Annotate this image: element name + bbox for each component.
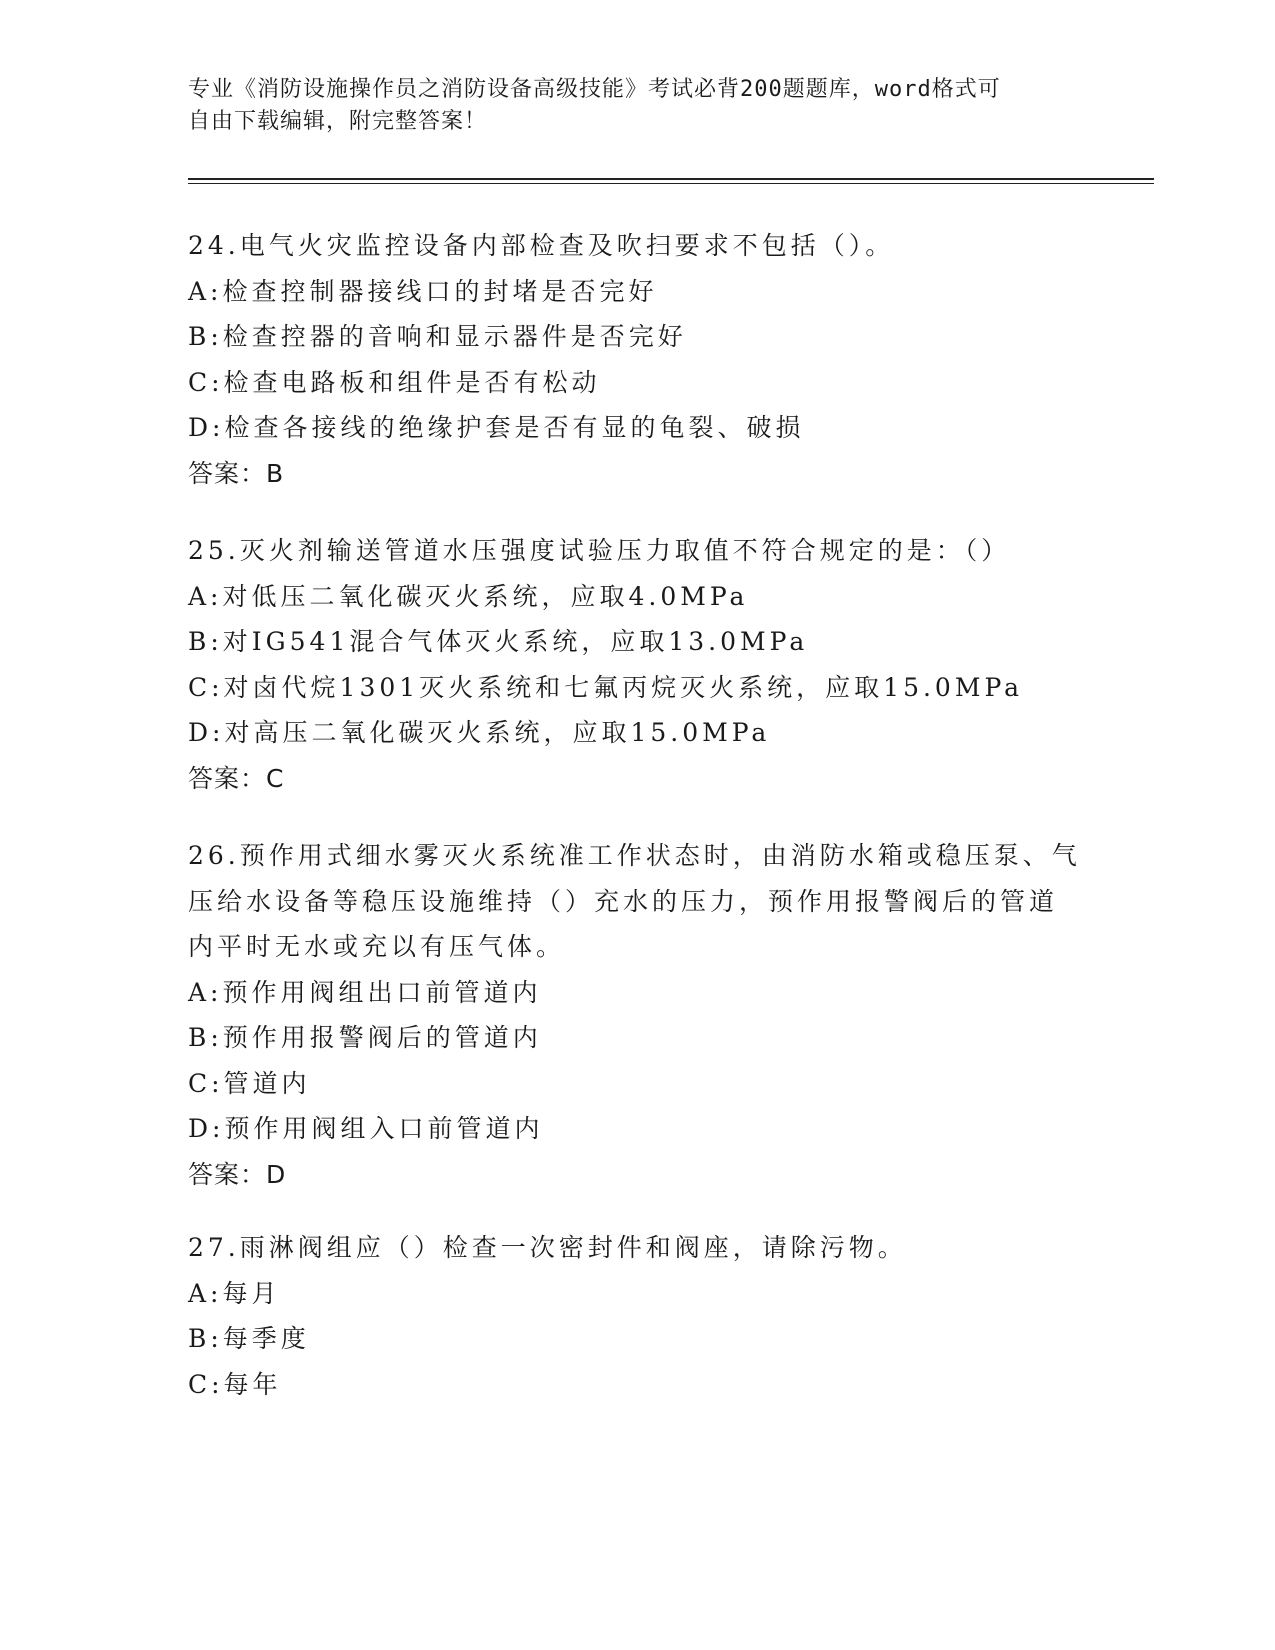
option-b: B:每季度: [188, 1324, 310, 1353]
question-stem: 27.雨淋阀组应（）检查一次密封件和阀座，请除污物。: [188, 1233, 907, 1262]
question-stem: 24.电气火灾监控设备内部检查及吹扫要求不包括（）。: [188, 231, 895, 260]
question-stem-line-1: 26.预作用式细水雾灭火系统准工作状态时，由消防水箱或稳压泵、气: [188, 841, 1081, 870]
answer: 答案：D: [188, 1159, 287, 1189]
answer: 答案：B: [188, 458, 285, 488]
question-stem-line-3: 内平时无水或充以有压气体。: [188, 932, 566, 961]
question-27: [188, 1225, 1088, 1407]
option-d: D:对高压二氧化碳灭火系统，应取15.0MPa: [188, 718, 771, 747]
question-25: [188, 528, 1088, 801]
option-d: D:预作用阀组入口前管道内: [188, 1114, 544, 1143]
option-b: B:对IG541混合气体灭火系统，应取13.0MPa: [188, 627, 809, 656]
option-a: A:预作用阀组出口前管道内: [188, 977, 542, 1007]
question-stem: 25.灭火剂输送管道水压强度试验压力取值不符合规定的是：（）: [188, 536, 1011, 565]
option-c: C:管道内: [188, 1068, 311, 1098]
header-divider: [188, 178, 1154, 180]
option-a: A:每月: [188, 1278, 281, 1308]
option-c: C:对卤代烷1301灭火系统和七氟丙烷灭火系统，应取15.0MPa: [188, 672, 1024, 702]
document-header: [188, 74, 1088, 138]
option-d: D:检查各接线的绝缘护套是否有显的龟裂、破损: [188, 413, 805, 442]
option-a: A:对低压二氧化碳灭火系统，应取4.0MPa: [188, 581, 749, 611]
header-divider-thin: [188, 183, 1154, 184]
header-line-1: 专业《消防设施操作员之消防设备高级技能》考试必背200题题库，word格式可: [188, 77, 1001, 102]
option-c: C:每年: [188, 1369, 282, 1399]
option-a: A:检查控制器接线口的封堵是否完好: [188, 276, 658, 306]
header-line-2: 自由下载编辑，附完整答案！: [188, 109, 488, 134]
question-26: [188, 833, 1088, 1197]
question-24: [188, 223, 1088, 496]
option-b: B:检查控器的音响和显示器件是否完好: [188, 322, 687, 351]
answer: 答案：C: [188, 763, 285, 793]
question-stem-line-2: 压给水设备等稳压设施维持（）充水的压力，预作用报警阀后的管道: [188, 886, 1059, 916]
option-b: B:预作用报警阀后的管道内: [188, 1023, 542, 1052]
option-c: C:检查电路板和组件是否有松动: [188, 367, 601, 397]
